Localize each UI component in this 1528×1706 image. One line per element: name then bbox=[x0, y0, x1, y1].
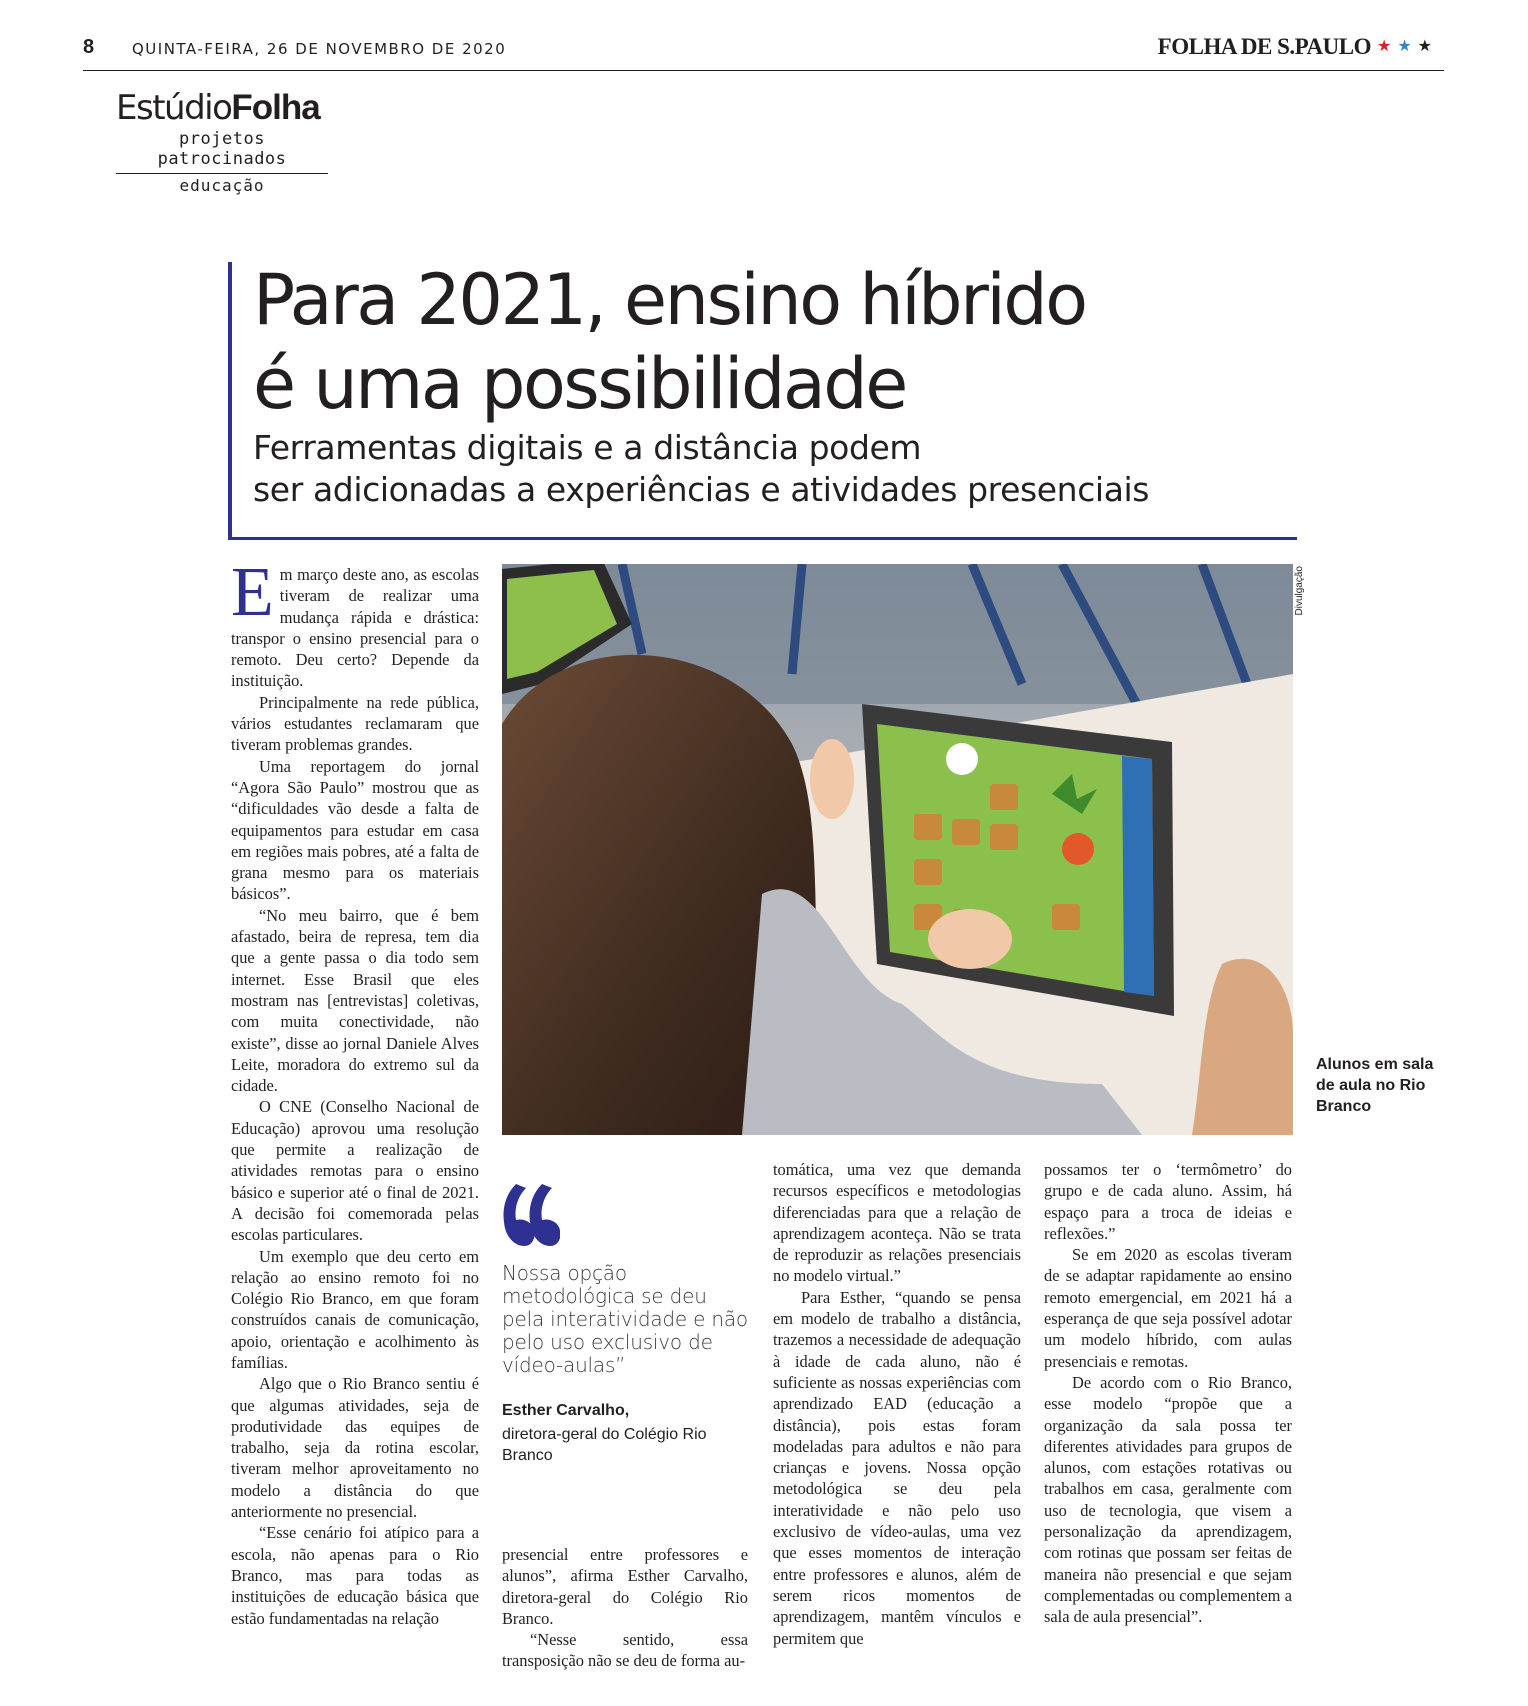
article-paragraph: “Esse cenário foi atípico para a escola, não apenas para o Rio Branco, mas para todas as instituições de educação básica que estão fundamentadas na relação bbox=[231, 1523, 479, 1628]
pull-quote-text: Nossa opção metodológica se deu pela interatividade e não pelo uso exclusivo de vídeo-aulas” bbox=[502, 1261, 748, 1377]
article-paragraph: tomática, uma vez que demanda recursos específicos e metodologias diferenciadas para que a relação de aprendizagem aconteça. Não se trata de reproduzir as relações presenciais no modelo virtual.” bbox=[773, 1160, 1021, 1286]
quote-attribution-role: diretora-geral do Colégio Rio Branco bbox=[502, 1426, 707, 1464]
article-paragraph: Se em 2020 as escolas tiveram de se adaptar rapidamente ao ensino remoto emergencial, em 2021 há a esperança de que seja possível adotar um modelo híbrido, com aulas presenciais e remotas. bbox=[1044, 1245, 1292, 1371]
article-paragraph: “No meu bairro, que é bem afastado, beira de represa, tem dia que a gente passa o dia todo sem internet. Esse Brasil que eles mostram nas [entrevistas] coletivas, com muita conectividade, não existe”, disse ao jornal Daniele Alves Leite, moradora do extremo sul da cidade. bbox=[231, 905, 479, 1096]
headline-line-2: é uma possibilidade bbox=[253, 343, 906, 425]
drop-cap: E bbox=[231, 554, 274, 631]
article-column-3 bbox=[773, 1159, 1021, 1649]
article-paragraph: De acordo com o Rio Branco, esse modelo “propõe que a organização da sala possa ter diferentes atividades para grupos de alunos, com estações rotativas ou trabalhos em casa, geralmente com uso de tecnologia, que visem a personalização da aprendizagem, com rotinas que possam ser feitas de maneira não presencial e que sejam complementadas ou complementem a sala de aula presencial”. bbox=[1044, 1372, 1292, 1627]
article-paragraph: Em março deste ano, as escolas tiveram de realizar uma mudança rápida e drástica: transpor o ensino presencial para o remoto. Deu certo? Depende da instituição. bbox=[231, 554, 479, 691]
article-paragraph: “Nesse sentido, essa transposição não se deu de forma au- bbox=[502, 1630, 748, 1671]
brand-bold: Folha bbox=[231, 88, 320, 127]
article-paragraph: O CNE (Conselho Nacional de Educação) aprovou uma resolução que permite a realização de atividades remotas para o ensino básico e superior até o final de 2021. A decisão foi comemorada pelas escolas particulares. bbox=[231, 1097, 479, 1245]
tablet-classroom-photo bbox=[502, 564, 1293, 1135]
header-rule bbox=[83, 70, 1444, 71]
article-paragraph: presencial entre professores e alunos”, afirma Esther Carvalho, diretora-geral do Colégio Rio Branco. bbox=[502, 1545, 748, 1628]
headline-underline bbox=[228, 537, 1297, 540]
article-column-2 bbox=[502, 1544, 748, 1672]
masthead bbox=[1158, 34, 1432, 60]
section-subtitle: projetos patrocinados bbox=[116, 128, 328, 174]
article-paragraph: possamos ter o ‘termômetro’ do grupo e de cada aluno. Assim, há espaço para a troca de ideias e reflexões.” bbox=[1044, 1160, 1292, 1243]
article-paragraph: Uma reportagem do jornal “Agora São Paulo” mostrou que as “dificuldades vão desde a falta de equipamentos para estudar em casa em regiões mais pobres, até a falta de grana mesmo para os materiais básicos”. bbox=[231, 756, 479, 904]
quote-mark-icon bbox=[502, 1182, 560, 1252]
blue-star-icon: ★ bbox=[1397, 38, 1412, 55]
article-paragraph: Algo que o Rio Branco sentiu é que algumas atividades, seja de produtividade das equipes de trabalho, seja da rotina escolar, tiveram melhor aproveitamento no modelo a distância do que anteriormente no presencial. bbox=[231, 1374, 479, 1522]
black-star-icon: ★ bbox=[1417, 38, 1432, 55]
article-paragraph: Um exemplo que deu certo em relação ao ensino remoto foi no Colégio Rio Branco, em que foram construídos canais de comunicação, apoio, orientação e acolhimento às famílias. bbox=[231, 1246, 479, 1372]
masthead-name: FOLHA DE S.PAULO bbox=[1157, 34, 1371, 59]
subheadline bbox=[253, 427, 1293, 511]
subheadline-line-2: ser adicionadas a experiências e atividades presenciais bbox=[253, 470, 1150, 509]
page-number: 8 bbox=[83, 36, 95, 58]
article-paragraph: Para Esther, “quando se pensa em modelo de trabalho a distância, trazemos a necessidade de adequação à idade de cada aluno, não é suficiente as nossas experiências com aprendizado EAD (educação a distância), pois estas foram modeladas para adultos e não para crianças e jovens. Nossa opção metodológica se deu pela interatividade e não pelo uso exclusivo de vídeo-aulas, uma vez que esses momentos de interação entre professores e alunos, além de serem ricos momentos de aprendizagem, mantêm vínculos e permitem que bbox=[773, 1287, 1021, 1648]
section-logo bbox=[116, 88, 328, 195]
photo-credit: Divulgação bbox=[1294, 566, 1305, 616]
article-column-4 bbox=[1044, 1159, 1292, 1628]
headline-accent-bar bbox=[228, 262, 232, 540]
article-paragraph: Principalmente na rede pública, vários estudantes reclamaram que tiveram problemas grandes. bbox=[231, 692, 479, 755]
headline bbox=[253, 258, 1293, 426]
headline-line-1: Para 2021, ensino híbrido bbox=[253, 259, 1086, 341]
photo-caption: Alunos em sala de aula no Rio Branco bbox=[1316, 1056, 1434, 1115]
issue-date: QUINTA-FEIRA, 26 DE NOVEMBRO DE 2020 bbox=[132, 40, 507, 58]
article-column-1 bbox=[231, 554, 479, 1629]
photo-illustration bbox=[502, 564, 1293, 1135]
subheadline-line-1: Ferramentas digitais e a distância podem bbox=[253, 428, 922, 467]
brand-light: Estúdio bbox=[116, 88, 232, 128]
estudio-folha-brand bbox=[116, 88, 328, 128]
red-star-icon: ★ bbox=[1376, 38, 1392, 55]
section-category: educação bbox=[179, 176, 265, 195]
quote-attribution-name: Esther Carvalho, bbox=[502, 1402, 630, 1419]
